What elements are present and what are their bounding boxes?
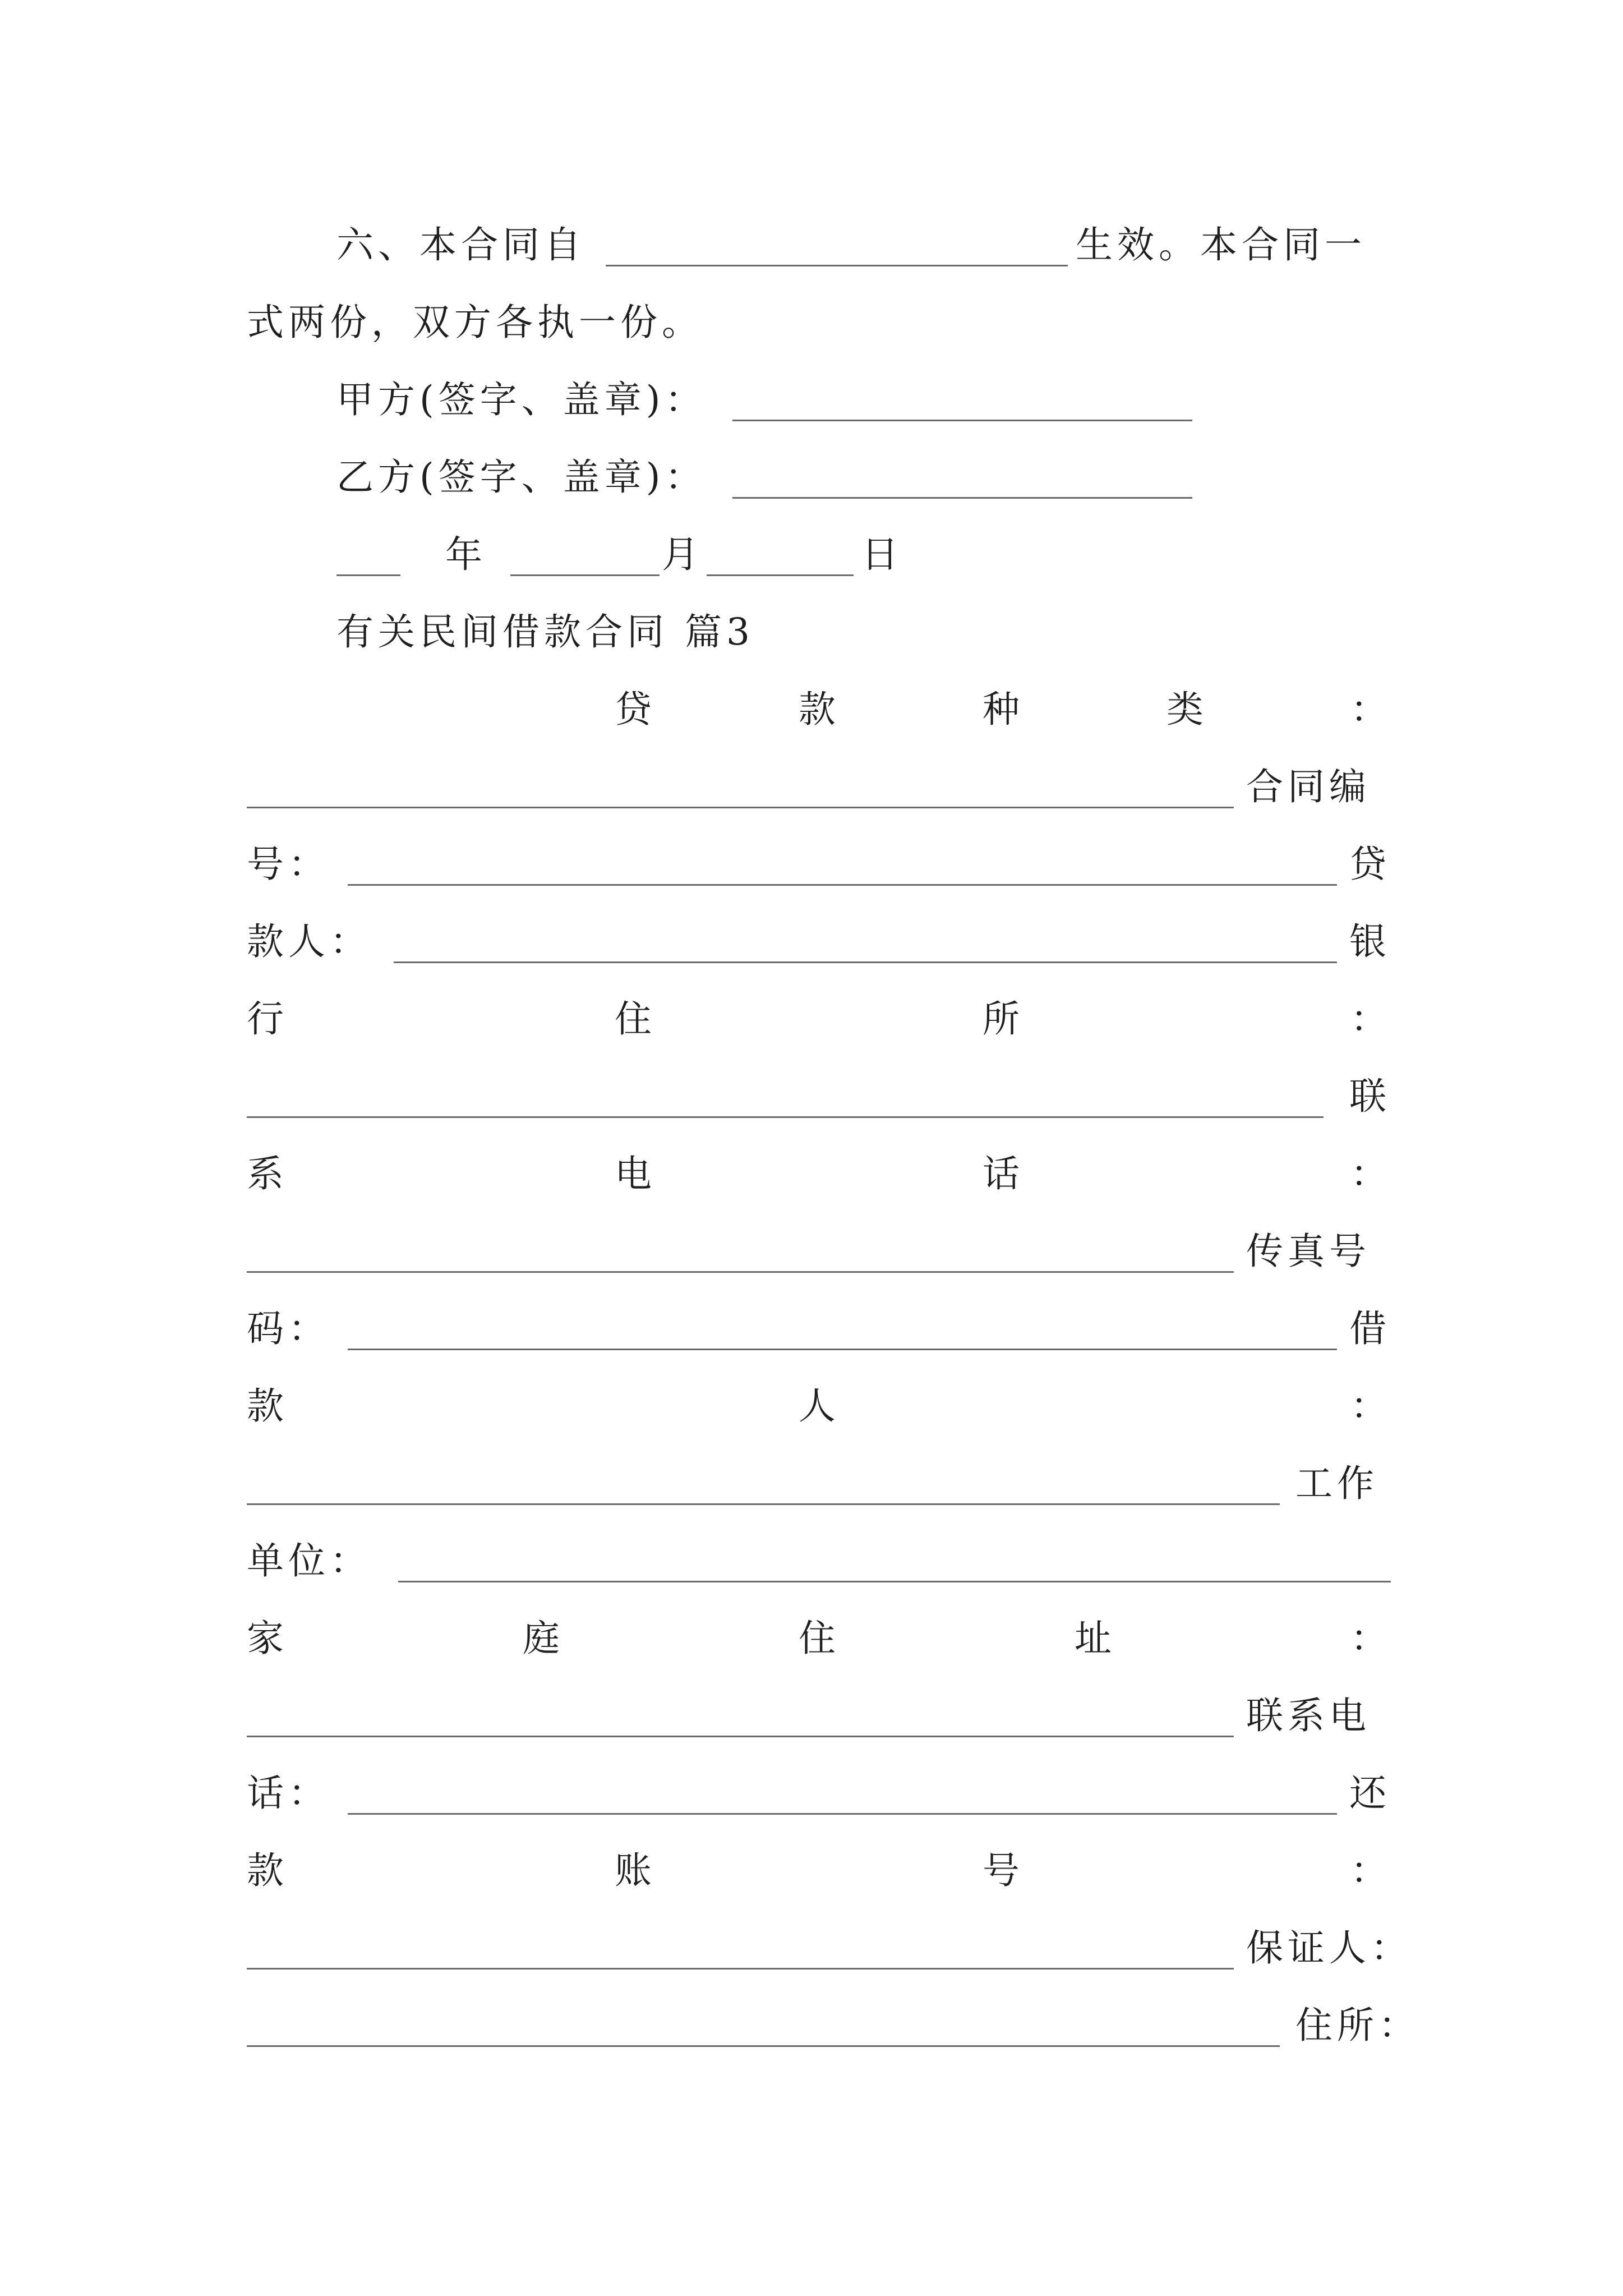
- date-line: [247, 516, 1391, 593]
- residence-label: 住所：: [1295, 2004, 1420, 2047]
- repay-label-a: 还: [1349, 1772, 1391, 1815]
- address-char: 住: [615, 997, 656, 1041]
- lender-label-a: 贷: [1349, 843, 1391, 886]
- year-label: 年: [445, 533, 487, 576]
- borrower-label-a: 借: [1349, 1307, 1391, 1350]
- loan-type-char: 种: [983, 688, 1024, 731]
- lender-label-b: 款人：: [247, 920, 371, 963]
- account-char: 款: [247, 1849, 288, 1892]
- address-char: 所: [983, 997, 1024, 1041]
- home-char: 家: [247, 1617, 288, 1660]
- party-b-signature-blank[interactable]: [732, 497, 1192, 499]
- bank-label-a: 银: [1349, 920, 1391, 963]
- address-line: [247, 981, 1391, 1058]
- home-address-line: [247, 1600, 1391, 1677]
- guarantor-line: [247, 1910, 1412, 1987]
- fax-number-line: [247, 1290, 1391, 1368]
- loan-type-char: 类: [1166, 688, 1208, 731]
- borrower-blank[interactable]: [247, 1503, 1280, 1505]
- phone-colon: ：: [1350, 1152, 1392, 1195]
- phone-char: 话: [983, 1152, 1024, 1195]
- work-unit-blank[interactable]: [398, 1581, 1391, 1582]
- day-blank[interactable]: [707, 574, 854, 576]
- section-heading: 有关民间借款合同 篇3: [336, 610, 754, 654]
- tel2-label-b: 话：: [247, 1772, 330, 1815]
- tel2-label-a: 联系电: [1246, 1694, 1371, 1737]
- phone-blank[interactable]: [247, 1271, 1234, 1273]
- tel2-blank[interactable]: [348, 1813, 1337, 1815]
- clause-6-line: [247, 206, 1391, 284]
- contract-no-line: [247, 748, 1391, 826]
- work-label-b: 单位：: [247, 1539, 371, 1582]
- account-line: [247, 1832, 1391, 1910]
- address-char: 行: [247, 997, 288, 1041]
- party-a-label: 甲方(签字、盖章)：: [336, 378, 707, 421]
- fax-label-a: 传真号: [1246, 1230, 1371, 1273]
- contract-no-label-a: 合同编: [1246, 765, 1371, 808]
- contact-label-a: 联: [1349, 1075, 1391, 1118]
- guarantor-blank[interactable]: [247, 2045, 1280, 2047]
- clause-6-cont-text: 式两份，双方各执一份。: [247, 301, 703, 344]
- lender-name-line: [247, 903, 1391, 981]
- home-colon: ：: [1350, 1617, 1392, 1660]
- party-a-signature-blank[interactable]: [732, 420, 1192, 421]
- tel2-line: [247, 1677, 1391, 1755]
- home-char: 庭: [523, 1617, 564, 1660]
- year-blank[interactable]: [336, 574, 400, 576]
- account-colon: ：: [1350, 1849, 1392, 1892]
- phone-line: [247, 1135, 1391, 1213]
- loan-type-char: 贷: [615, 688, 656, 731]
- loan-type-colon: ：: [1350, 688, 1392, 731]
- home-char: 址: [1075, 1617, 1116, 1660]
- work-label-a: 工作: [1295, 1462, 1378, 1505]
- month-blank[interactable]: [510, 574, 660, 576]
- tel2-number-line: [247, 1755, 1391, 1832]
- clause-6-end: 生效。本合同一: [1076, 223, 1366, 266]
- address-blank[interactable]: [247, 1116, 1324, 1118]
- loan-type-char: 款: [799, 688, 840, 731]
- fax-line: [247, 1213, 1391, 1290]
- fax-label-b: 码：: [247, 1307, 330, 1350]
- borrower-colon: ：: [1350, 1384, 1392, 1428]
- home-address-blank[interactable]: [247, 1736, 1234, 1737]
- party-b-line: [247, 439, 1391, 516]
- borrower-char: 款: [247, 1384, 288, 1428]
- work-unit-line: [247, 1522, 1391, 1600]
- borrower-char: 人: [799, 1384, 840, 1428]
- clause-6-continuation: [247, 284, 1391, 361]
- borrower-line: [247, 1368, 1391, 1445]
- guarantor-label: 保证人：: [1246, 1926, 1412, 1970]
- account-blank[interactable]: [247, 1968, 1234, 1970]
- effective-date-blank[interactable]: [606, 265, 1068, 266]
- phone-char: 系: [247, 1152, 288, 1195]
- party-a-line: [247, 361, 1391, 439]
- loan-type-line: [247, 671, 1391, 748]
- day-label: 日: [861, 533, 903, 576]
- party-b-label: 乙方(签字、盖章)：: [336, 455, 707, 499]
- account-char: 账: [615, 1849, 656, 1892]
- work-line: [247, 1445, 1391, 1522]
- lender-blank[interactable]: [394, 961, 1337, 963]
- home-char: 住: [799, 1617, 840, 1660]
- phone-char: 电: [615, 1152, 656, 1195]
- residence-line: [247, 1987, 1420, 2064]
- section-heading-line: [247, 593, 1391, 671]
- contract-no-blank[interactable]: [348, 884, 1337, 886]
- address-blank-line: [247, 1058, 1391, 1135]
- account-char: 号: [983, 1849, 1024, 1892]
- fax-blank[interactable]: [348, 1349, 1337, 1350]
- lender-line: [247, 826, 1391, 903]
- contract-no-label-b: 号：: [247, 843, 330, 886]
- loan-type-blank[interactable]: [247, 807, 1234, 808]
- clause-6-start: 六、本合同自: [336, 223, 585, 266]
- month-label: 月: [662, 533, 703, 576]
- address-colon: ：: [1350, 997, 1392, 1041]
